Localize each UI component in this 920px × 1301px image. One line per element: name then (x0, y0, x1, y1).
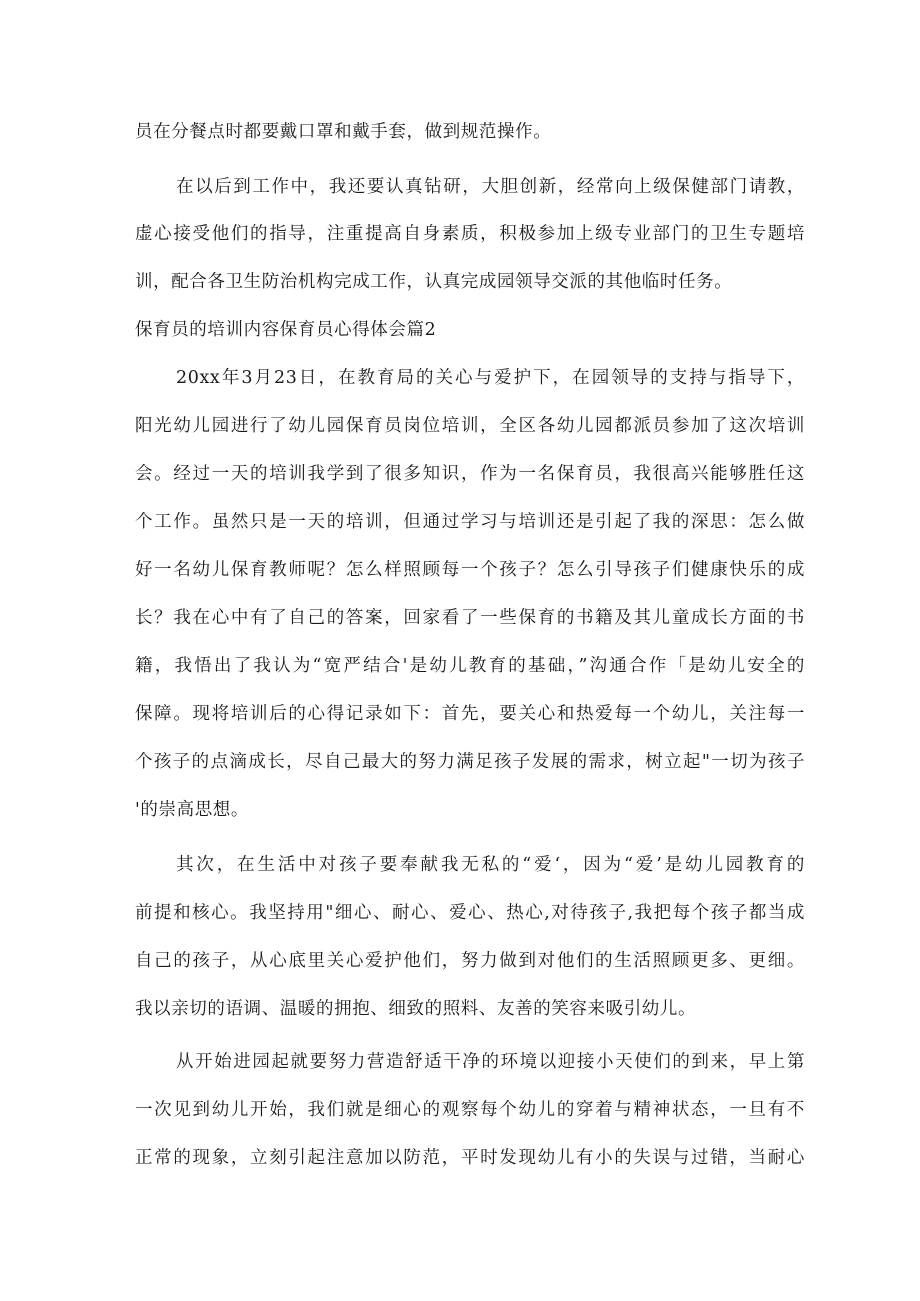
paragraph-4-line-3: 自己的孩子，从心底里关心爱护他们，努力做到对他们的生活照顾更多、更细。 (135, 951, 805, 971)
section-heading: 保育员的培训内容保育员心得体会篇2 (135, 320, 437, 340)
paragraph-3-line-1: 20xx年3月23日，在教育局的关心与爱护下，在园领导的支持与指导下， (176, 368, 805, 388)
paragraph-3-line-7: 籍，我悟出了我认为“宽严结合'是幼儿教育的基础，”沟通合作「是幼儿安全的 (135, 656, 805, 676)
paragraph-2-line-3: 训，配合各卫生防治机构完成工作，认真完成园领导交派的其他临时任务。 (135, 272, 733, 292)
paragraph-5-line-2: 一次见到幼儿开始，我们就是细心的观察每个幼儿的穿着与精神状态，一旦有不 (135, 1100, 805, 1120)
paragraph-3-line-3: 会。经过一天的培训我学到了很多知识，作为一名保育员，我很高兴能够胜任这 (135, 464, 805, 484)
paragraph-3-line-2: 阳光幼儿园进行了幼儿园保育员岗位培训，全区各幼儿园都派员参加了这次培训 (135, 416, 805, 436)
paragraph-3-line-6: 长？我在心中有了自己的答案，回家看了一些保育的书籍及其儿童成长方面的书 (135, 608, 805, 628)
text-line-1: 员在分餐点时都要戴口罩和戴手套，做到规范操作。 (135, 122, 552, 142)
paragraph-4-line-1: 其次，在生活中对孩子要奉献我无私的“爱‘，因为“爱’是幼儿园教育的 (176, 855, 805, 875)
paragraph-5-line-3: 正常的现象，立刻引起注意加以防范，平时发现幼儿有小的失误与过错，当耐心 (135, 1148, 805, 1168)
paragraph-3-line-5: 好一名幼儿保育教师呢？怎么样照顾每一个孩子？怎么引导孩子们健康快乐的成 (135, 560, 805, 580)
paragraph-4-line-2: 前提和核心。我坚持用"细心、耐心、爱心、热心,对待孩子,我把每个孩子都当成 (135, 903, 805, 923)
paragraph-3-line-9: 个孩子的点滴成长，尽自己最大的努力满足孩子发展的需求，树立起"一切为孩子 (135, 752, 805, 772)
paragraph-3-line-4: 个工作。虽然只是一天的培训，但通过学习与培训还是引起了我的深思：怎么做 (135, 512, 805, 532)
paragraph-2-line-2: 虚心接受他们的指导，注重提高自身素质，积极参加上级专业部门的卫生专题培 (135, 224, 805, 244)
paragraph-5-line-1: 从开始进园起就要努力营造舒适干净的环境以迎接小天使们的到来，早上第 (176, 1052, 805, 1072)
paragraph-3-line-10: '的崇高思想。 (135, 800, 250, 820)
paragraph-4-line-4: 我以亲切的语调、温暖的拥抱、细致的照料、友善的笑容来吸引幼儿。 (135, 999, 697, 1019)
paragraph-2-line-1: 在以后到工作中，我还要认真钻研，大胆创新，经常向上级保健部门请教， (176, 177, 805, 197)
paragraph-3-line-8: 保障。现将培训后的心得记录如下：首先，要关心和热爱每一个幼儿，关注每一 (135, 704, 805, 724)
